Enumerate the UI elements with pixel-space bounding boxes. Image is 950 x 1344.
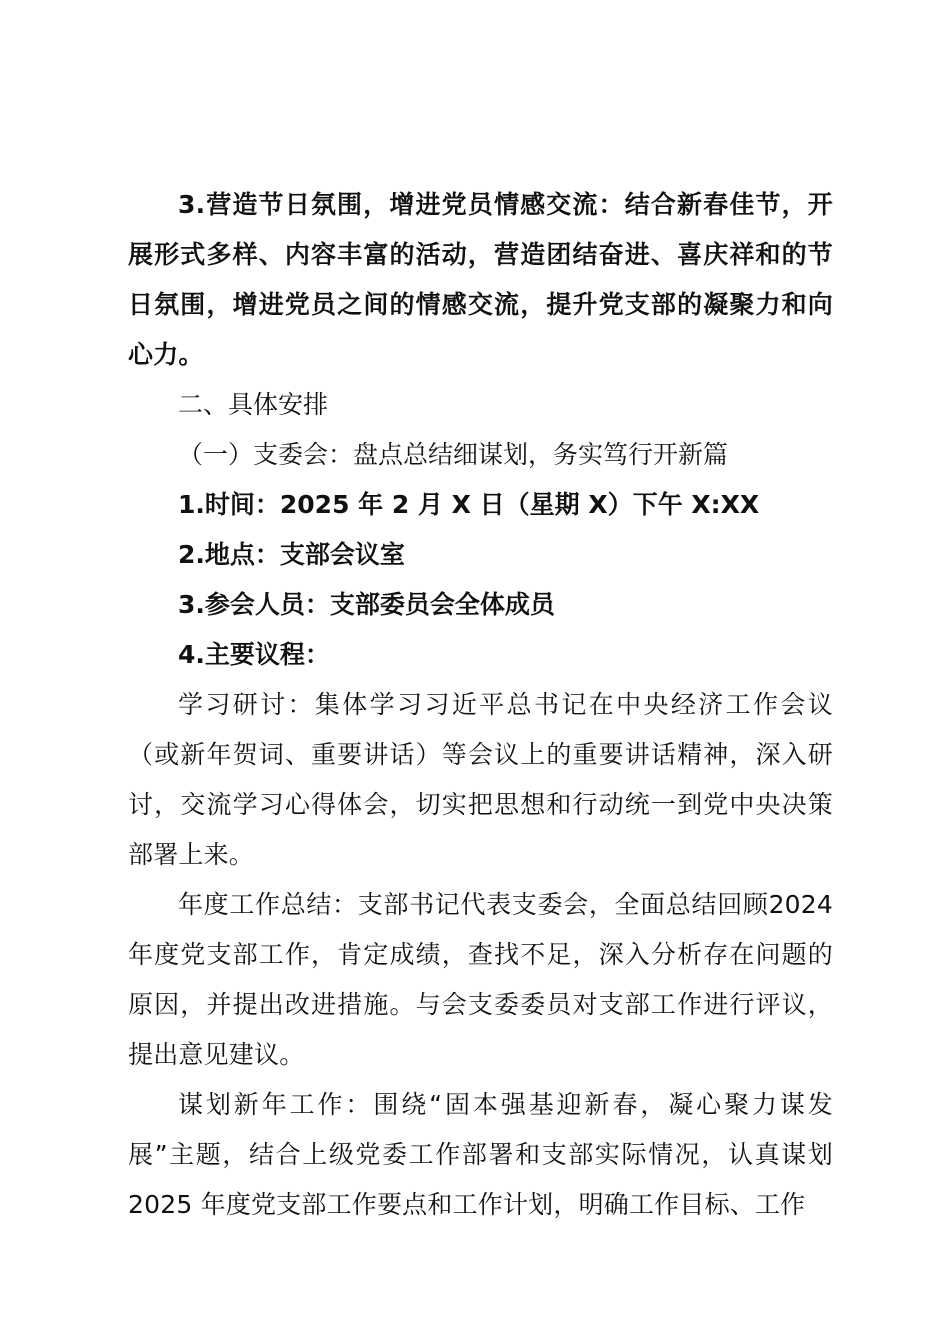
agenda-study-paragraph: 学习研讨：集体学习习近平总书记在中央经济工作会议（或新年贺词、重要讲话）等会议上的重要讲话精神，深入研讨，交流学习心得体会，切实把思想和行动统一到党中央决策部署上来。 <box>128 690 833 869</box>
goal-3-paragraph: 3.营造节日氛围，增进党员情感交流：结合新春佳节，开展形式多样、内容丰富的活动，营造团结奋进、喜庆祥和的节日氛围，增进党员之间的情感交流，提升党支部的凝聚力和向心力。 <box>128 190 833 369</box>
meeting-place-item: 2.地点：支部会议室 <box>178 540 405 569</box>
section-heading-specific-arrangements: 二、具体安排 <box>178 390 329 419</box>
meeting-agenda-item: 4.主要议程： <box>178 640 330 669</box>
meeting-time-item: 1.时间：2025 年 2 月 X 日（星期 X）下午 X:XX <box>178 490 760 519</box>
agenda-plan-paragraph: 谋划新年工作：围绕“固本强基迎新春，凝心聚力谋发展”主题，结合上级党委工作部署和支部实际情况，认真谋划2025 年度党支部工作要点和工作计划，明确工作目标、工作 <box>128 1090 833 1219</box>
document-body <box>128 180 833 1230</box>
subsection-heading-committee-meeting: （一）支委会：盘点总结细谋划，务实笃行开新篇 <box>178 440 729 469</box>
agenda-summary-paragraph: 年度工作总结：支部书记代表支委会，全面总结回顾2024 年度党支部工作，肯定成绩，查找不足，深入分析存在问题的原因，并提出改进措施。与会支委委员对支部工作进行评议，提出意见建议。 <box>128 890 833 1069</box>
meeting-attendees-item: 3.参会人员：支部委员会全体成员 <box>178 590 555 619</box>
